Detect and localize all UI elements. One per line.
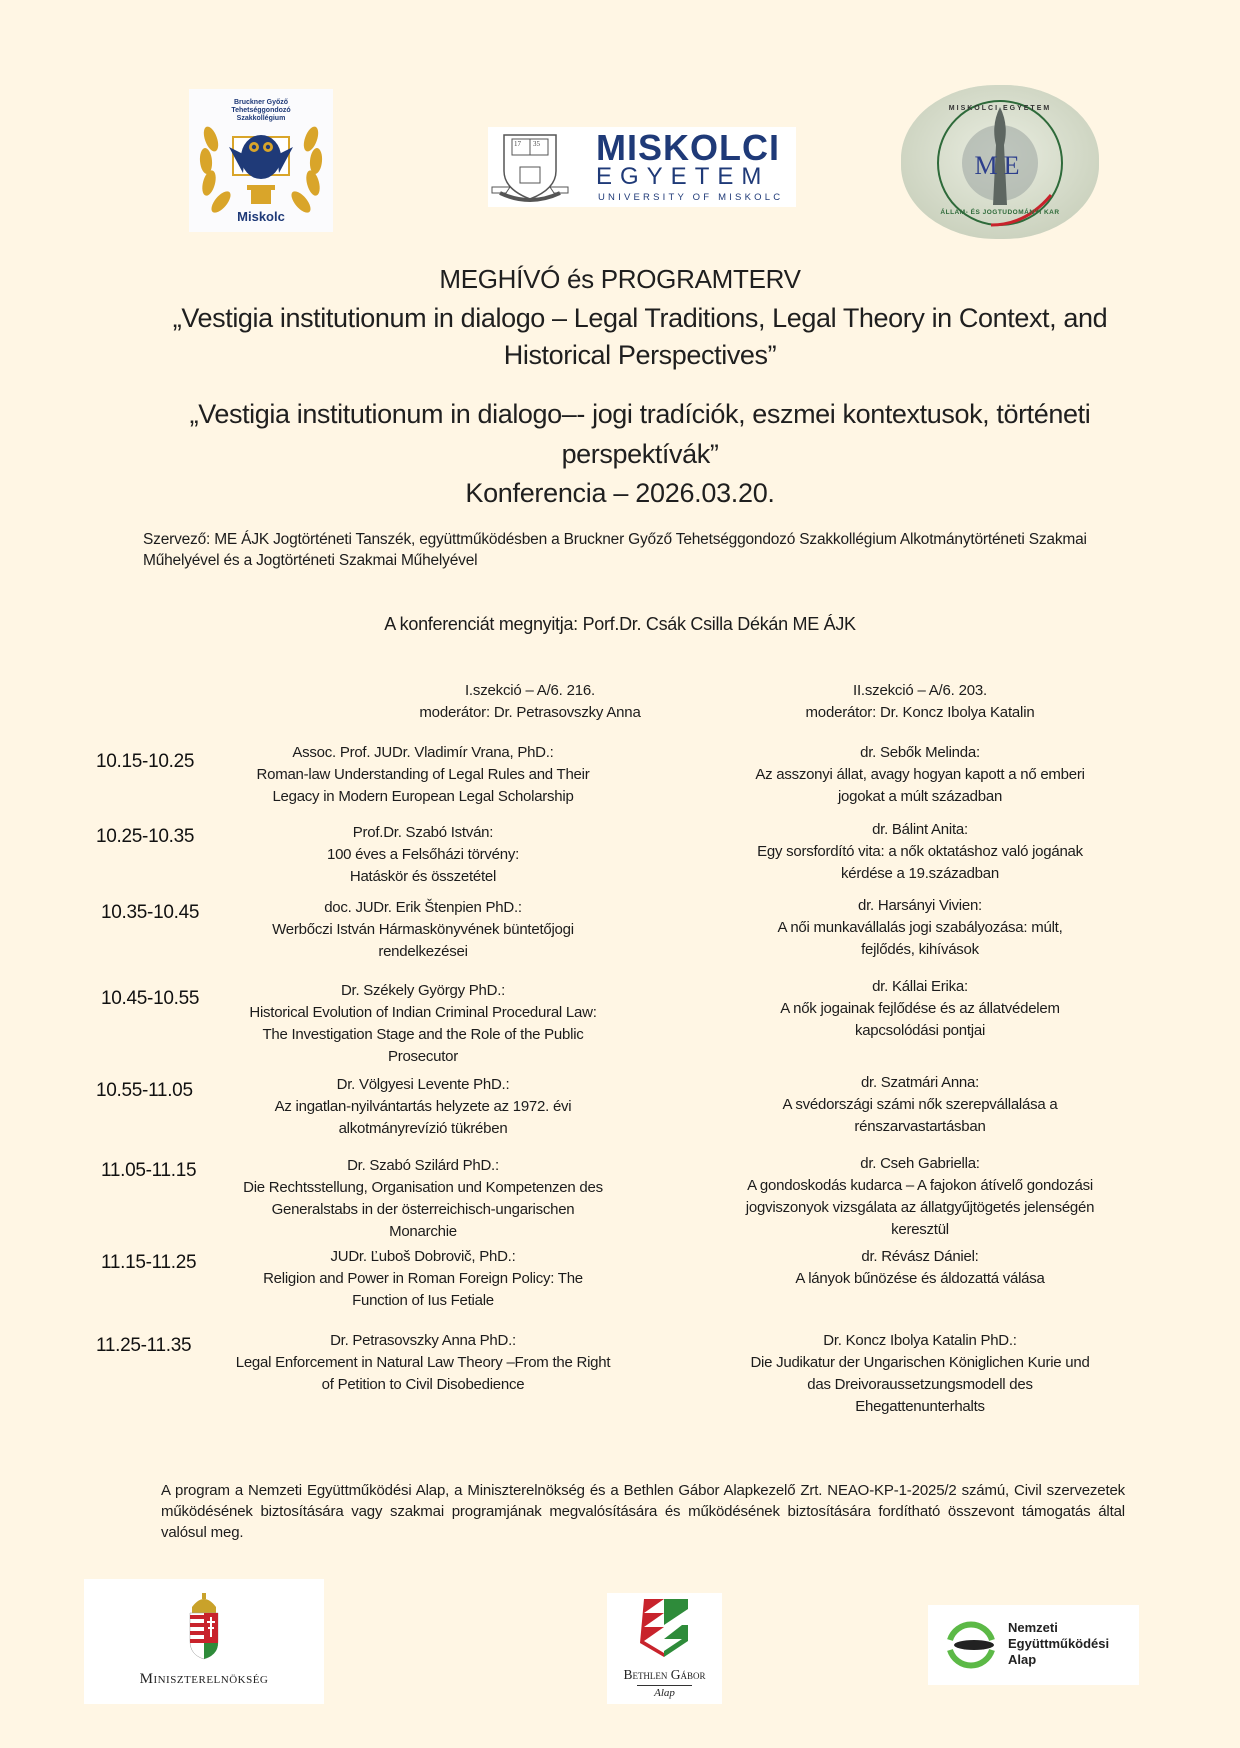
- talk-title-line: Roman-law Understanding of Legal Rules and Their: [256, 766, 590, 783]
- seal-year-left: 17: [514, 140, 521, 148]
- talk-title-line: A gondoskodás kudarca – A fajokon átívelő gondozási: [747, 1177, 1093, 1194]
- ajk-faculty-logo: [901, 85, 1099, 239]
- talk-speaker: dr. Sebők Melinda:: [860, 744, 980, 761]
- talk-speaker: JUDr. Ľuboš Dobrovič, PhD.:: [330, 1248, 516, 1265]
- divider: [637, 1685, 692, 1686]
- conference-title-en: „Vestigia institutionum in dialogo – Legal Traditions, Legal Theory in Context, and Historical Perspectives”: [172, 303, 1108, 370]
- talk-title-line: A svédországi számi nők szerepvállalása a: [782, 1096, 1058, 1113]
- miniszterelnokseg-logo: [84, 1579, 324, 1704]
- talk-title-line: Prosecutor: [387, 1048, 459, 1065]
- slot-time: 11.05-11.15: [101, 1160, 197, 1181]
- egyetem-wordmark: EGYETEM: [596, 163, 770, 190]
- talk-title-line: Die Rechtsstellung, Organisation und Kompetenzen des: [243, 1179, 603, 1196]
- bruckner-city: Miskolc: [237, 209, 285, 224]
- talk-title-line: Egy sorsfordító vita: a nők oktatáshoz való jogának: [757, 843, 1083, 860]
- slot-time: 10.55-11.05: [96, 1080, 193, 1101]
- section-moderator: moderátor: Dr. Koncz Ibolya Katalin: [805, 704, 1035, 721]
- talk-title-line: das Dreivoraussetzungsmodell des: [807, 1376, 1033, 1393]
- talk-speaker: dr. Bálint Anita:: [872, 821, 968, 838]
- section-title: I.szekció – A/6. 216.: [464, 682, 596, 699]
- talk-title-line: Generalstabs in der österreichisch-ungarischen: [271, 1201, 575, 1218]
- talk-speaker: Dr. Petrasovszky Anna PhD.:: [330, 1332, 516, 1349]
- funding-statement: A program a Nemzeti Együttműködési Alap, a Miniszterelnökség és a Bethlen Gábor Alapkezelő Zrt. NEAO-KP-1-2025/2 számú, Civil szervezetek működésének biztosítására vagy szakmai programjának megvalósítására és működésének biztosítására fordítható összevont támogatás által valósul meg.: [161, 1482, 1125, 1541]
- bruckner-line: Bruckner Győző: [233, 99, 289, 106]
- section-2-talk: [720, 1072, 1120, 1138]
- talk-speaker: dr. Harsányi Vivien:: [858, 897, 982, 914]
- talk-speaker: Dr. Völgyesi Levente PhD.:: [336, 1076, 510, 1093]
- talk-title-line: of Petition to Civil Disobedience: [321, 1376, 525, 1393]
- talk-title-line: Religion and Power in Roman Foreign Policy: The: [263, 1270, 583, 1287]
- seal-year-right: 35: [533, 140, 540, 148]
- talk-speaker: doc. JUDr. Erik Štenpien PhD.:: [324, 899, 522, 916]
- ajk-ring-top-text: MISKOLCI EGYETEM: [948, 105, 1052, 112]
- talk-title-line: Werbőczi István Hármaskönyvének büntetőjogi: [272, 921, 574, 938]
- section-moderator: moderátor: Dr. Petrasovszky Anna: [419, 704, 641, 721]
- section-1-talk: [218, 1246, 628, 1312]
- talk-speaker: dr. Szatmári Anna:: [860, 1074, 980, 1091]
- slot-time: 10.25-10.35: [96, 826, 195, 847]
- section-1-talk: [218, 897, 628, 963]
- section-2-talk: [720, 1330, 1120, 1418]
- talk-title-line: Az ingatlan-nyilvántartás helyzete az 1972. évi: [274, 1098, 572, 1115]
- talk-title-line: jogokat a múlt században: [837, 788, 1003, 805]
- talk-title-line: Function of Ius Fetiale: [352, 1292, 494, 1309]
- talk-title-line: Monarchie: [389, 1223, 457, 1240]
- nea-line: Alap: [1008, 1652, 1037, 1667]
- talk-speaker: Dr. Székely György PhD.:: [340, 982, 506, 999]
- talk-title-line: A nők jogainak fejlődése és az állatvédelem: [780, 1000, 1060, 1017]
- talk-title-line: rénszarvastartásban: [854, 1118, 986, 1135]
- talk-speaker: Dr. Koncz Ibolya Katalin PhD.:: [823, 1332, 1017, 1349]
- talk-title-line: jogviszonyok vizsgálata az állatgyűjtögetés jelenségén: [745, 1199, 1095, 1216]
- talk-title-line: Hatáskör és összetétel: [349, 868, 497, 885]
- section-1-talk: [218, 1330, 628, 1396]
- miskolci-wordmark: MISKOLCI: [596, 127, 780, 168]
- opening-speaker: A konferenciát megnyitja: Porf.Dr. Csák Csilla Dékán ME ÁJK: [384, 614, 856, 634]
- nea-line: Együttműködési: [1008, 1636, 1110, 1651]
- talk-title-line: Ehegattenunterhalts: [855, 1398, 985, 1415]
- bethlen-gabor-emblem-icon: [634, 1595, 694, 1663]
- talk-title-line: Die Judikatur der Ungarischen Königlichen Kurie und: [750, 1354, 1090, 1371]
- ajk-ring-bottom-text: ÁLLAM- ÉS JOGTUDOMÁNYI KAR: [940, 209, 1060, 216]
- miniszterelnokseg-label: Miniszterelnökség: [139, 1671, 269, 1687]
- talk-title-line: Az asszonyi állat, avagy hogyan kapott a nő emberi: [755, 766, 1085, 783]
- alap-label: Alap: [654, 1687, 675, 1699]
- bruckner-line: Szakkollégium: [236, 115, 286, 122]
- bruckner-line: Tehetséggondozó: [231, 107, 291, 114]
- miskolci-egyetem-logo: [488, 127, 796, 207]
- bruckner-logo-text: [189, 99, 333, 123]
- section-1-talk: [218, 742, 628, 808]
- university-of-miskolc-text: UNIVERSITY OF MISKOLC: [598, 192, 784, 203]
- section-1-talk: [218, 980, 628, 1068]
- slot-time: 11.25-11.35: [96, 1335, 192, 1356]
- me-monogram: ME: [974, 151, 1026, 180]
- slot-time: 11.15-11.25: [101, 1252, 197, 1273]
- talk-title-line: fejlődés, kihívások: [861, 941, 979, 958]
- talk-title-line: The Investigation Stage and the Role of the Public: [262, 1026, 584, 1043]
- nea-line: Nemzeti: [1008, 1620, 1058, 1635]
- talk-title-line: Legacy in Modern European Legal Scholarship: [272, 788, 574, 805]
- talk-title-line: rendelkezései: [378, 943, 468, 960]
- university-seal-icon: [490, 131, 570, 203]
- talk-speaker: Dr. Szabó Szilárd PhD.:: [347, 1157, 499, 1174]
- nea-label: [1008, 1620, 1109, 1668]
- slot-time: 10.15-10.25: [96, 751, 195, 772]
- talk-speaker: dr. Cseh Gabriella:: [860, 1155, 980, 1172]
- slot-time: 10.35-10.45: [101, 902, 200, 923]
- talk-speaker: Prof.Dr. Szabó István:: [352, 824, 494, 841]
- nea-ring-icon: [944, 1618, 998, 1672]
- section-2-talk: [720, 976, 1120, 1042]
- talk-title-line: 100 éves a Felsőházi törvény:: [326, 846, 520, 863]
- bruckner-logo: [189, 89, 333, 232]
- section-1-talk: [218, 1155, 628, 1243]
- talk-title-line: A női munkavállalás jogi szabályozása: múlt,: [777, 919, 1063, 936]
- talk-speaker: Assoc. Prof. JUDr. Vladimír Vrana, PhD.:: [292, 744, 554, 761]
- talk-title-line: kérdése a 19.században: [841, 865, 999, 882]
- section-1-talk: [218, 1074, 628, 1140]
- section-title: II.szekció – A/6. 203.: [852, 682, 987, 699]
- section-1-talk: [218, 822, 628, 888]
- talk-speaker: dr. Révász Dániel:: [861, 1248, 979, 1265]
- bethlen-gabor-alap-logo: [607, 1593, 722, 1704]
- section-2-header: [690, 680, 1150, 724]
- talk-title-line: alkotmányrevízió tükrében: [338, 1120, 508, 1137]
- slot-time: 10.45-10.55: [101, 988, 200, 1009]
- section-2-talk: [720, 1153, 1120, 1241]
- conference-date: Konferencia – 2026.03.20.: [465, 478, 775, 508]
- nea-logo: [928, 1605, 1139, 1685]
- talk-title-line: keresztül: [891, 1221, 949, 1238]
- page-title: MEGHÍVÓ és PROGRAMTERV: [439, 264, 801, 294]
- section-2-talk: [720, 819, 1120, 885]
- talk-title-line: A lányok bűnözése és áldozattá válása: [795, 1270, 1045, 1287]
- section-2-talk: [720, 895, 1120, 961]
- conference-title-hu: „Vestigia institutionum in dialogo–- jogi tradíciók, eszmei kontextusok, történeti perspektívák”: [189, 399, 1091, 469]
- talk-speaker: dr. Kállai Erika:: [872, 978, 968, 995]
- talk-title-line: Legal Enforcement in Natural Law Theory –From the Right: [235, 1354, 611, 1371]
- bethlen-gabor-label: Bethlen Gábor: [623, 1667, 706, 1682]
- hungarian-coat-of-arms-icon: [184, 1591, 224, 1661]
- organizer-text: Szervező: ME ÁJK Jogtörténeti Tanszék, együttműködésben a Bruckner Győző Tehetséggondozó Szakkollégium Alkotmánytörténeti Szakmai Műhelyével és a Jogtörténeti Szakmai Műhelyével: [143, 531, 1087, 569]
- talk-title-line: kapcsolódási pontjai: [854, 1022, 986, 1039]
- section-2-talk: [720, 742, 1120, 808]
- talk-title-line: Historical Evolution of Indian Criminal Procedural Law:: [249, 1004, 597, 1021]
- section-2-talk: [720, 1246, 1120, 1290]
